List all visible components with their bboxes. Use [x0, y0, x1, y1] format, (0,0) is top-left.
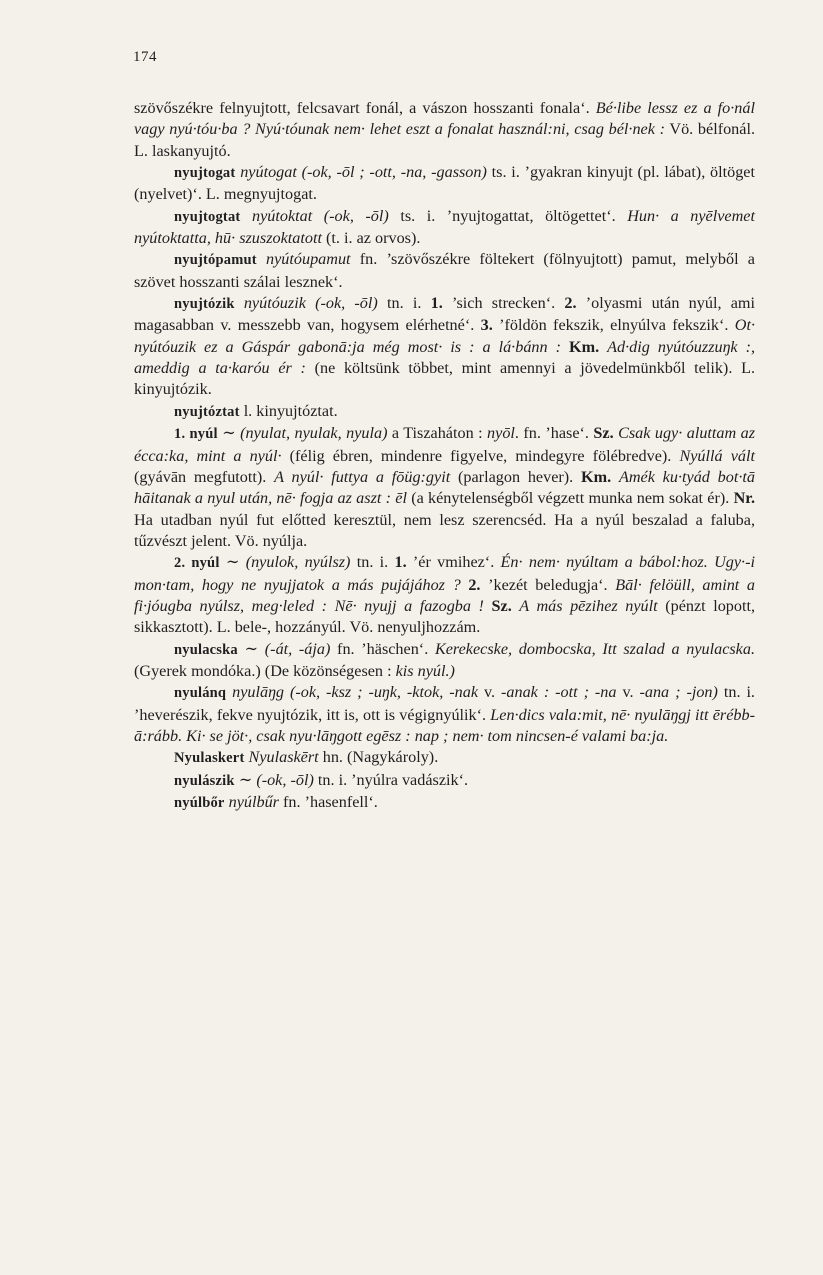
entry-text: ’kezét beledugja‘. [480, 575, 616, 594]
dictionary-entry [134, 747, 755, 769]
entry-text: (a kénytelenségből végzett munka nem sokat ér). [406, 489, 734, 508]
italic-text: nyútoktat (-ok, -ōl) [240, 206, 389, 225]
dictionary-entry [134, 162, 755, 206]
entry-headword: nyujtogat [174, 165, 236, 182]
italic-text: Bé·libe lessz ez a fo·nál vagy nyú·tóu·ba ? Nyú·tóunak nem· lehet eszt a fonalat használ:ni, csag bél·nek : [134, 99, 755, 139]
italic-text: Len·dics vala:mit, nē· nyulāŋgj itt ērébb-ā:rább. Ki· se jöt·, csak nyu·lāŋgott egēsz : nap ; nem· tom nincsen-é valami ba:ja. [134, 705, 755, 745]
bold-marker: Sz. [491, 596, 512, 615]
entry-text: ’földön fekszik, elnyúlva fekszik‘. [492, 316, 735, 335]
entry-headword: nyulacska [174, 641, 238, 658]
italic-text: Ot· nyútóuzik ez a Gáspár gabonā:ja még most· is : a lá·bánn : [134, 316, 755, 356]
entry-text: ∼ [217, 424, 241, 443]
dictionary-entry [134, 293, 755, 401]
bold-marker: 1. [430, 294, 443, 313]
italic-text: kis nyúl.) [395, 661, 455, 680]
entry-text [599, 338, 607, 356]
bold-marker: Km. [569, 337, 600, 356]
italic-text: nyútóuzik (-ok, -ōl) [234, 294, 378, 313]
entry-text: ts. i. ’gyakran kinyujt (pl. lábat), öltöget (nyelvet)‘. L. megnyujtogat. [134, 163, 755, 204]
italic-text: Amék ku·tyád bot·tā hāitanak a nyul után, nē· fogja az aszt : [134, 467, 755, 508]
entry-text: Ha utadban nyúl fut előtted keresztül, nem lesz szerencséd. Ha a nyúl beszalad a faluba, tűzvészt jelent. Vö. nyúlja. [134, 510, 755, 550]
entry-headword: nyúlbőr [174, 795, 225, 811]
entry-text: (ne költsünk többet, mint amennyi a jövedelmünkből telik). L. kinyujtózik. [134, 359, 756, 399]
italic-text: -ana ; -jon) [639, 683, 718, 702]
entry-text: fn. ’hasenfell‘. [278, 793, 378, 811]
entry-text: fn. ’häschen‘. [330, 639, 435, 658]
entry-text: (parlagon hever). [450, 467, 582, 486]
bold-marker: Km. [581, 467, 612, 486]
bold-marker: 1. [394, 553, 407, 572]
entry-text: fn. ’szövőszékre föltekert (fölnyujtott) pamut, melyből a szövet hosszanti szálai lesznek‘. [134, 250, 755, 291]
entry-text: ’sich strecken‘. [442, 294, 565, 313]
dictionary-entry [134, 401, 755, 423]
dictionary-entry [134, 770, 755, 792]
entry-text: (gyávān megfutott). [134, 467, 275, 486]
entry-text [561, 338, 569, 356]
dictionary-entry [134, 249, 755, 293]
bold-marker: 2. [468, 575, 481, 594]
entry-text: ts. i. ’nyujtogattat, öltögettet‘. [388, 206, 628, 225]
bold-marker: Nr. [733, 489, 755, 508]
italic-text: nyútóupamut [256, 250, 351, 269]
italic-text: Nyulaskērt [244, 748, 319, 767]
entry-text: v. [478, 683, 502, 702]
dictionary-entry [134, 792, 755, 814]
italic-text: (nyulok, nyúlsz) [245, 553, 351, 572]
italic-text: nyútogat (-ok, -ōl ; -ott, -na, -gasson) [235, 163, 487, 182]
entry-text: szövőszékre felnyujtott, felcsavart fonál, a vászon hosszanti fonala‘. [134, 99, 596, 117]
bold-marker: Sz. [593, 424, 614, 443]
entry-text: ∼ [219, 553, 246, 572]
italic-text: (-át, -ája) [264, 639, 331, 658]
entry-text: v. [616, 683, 640, 702]
italic-text: A nyúl· futtya a fōüg:gyit [274, 467, 451, 486]
entry-headword: Nyulaskert [174, 750, 245, 767]
entry-text: l. kinyujtóztat. [239, 401, 338, 420]
italic-text: Kerekecske, dombocska, Itt szalad a nyulacska. [434, 639, 756, 658]
page-number: 174 [133, 49, 157, 65]
italic-text: nyulāŋg (-ok, -ksz ; -uŋk, -ktok, -nak [226, 683, 479, 702]
entry-text: hn. (Nagykároly). [318, 748, 439, 767]
entry-continuation [134, 98, 755, 162]
italic-text: A más pēzihez nyúlt [519, 596, 658, 615]
entry-headword: nyujtóztat [174, 403, 240, 420]
entry-text: tn. i. [377, 294, 431, 313]
entry-headword: nyujtózik [174, 296, 235, 313]
italic-text: (nyulat, nyulak, nyula) [240, 424, 388, 443]
dictionary-entry [134, 682, 755, 747]
bold-marker: 3. [480, 316, 493, 335]
entry-text: ∼ [237, 639, 265, 658]
entry-text: tn. i. ’nyúlra vadászik‘. [313, 770, 469, 789]
entry-headword: 1. nyúl [174, 426, 218, 443]
entry-headword: nyujtópamut [174, 252, 257, 269]
entry-text: a Tiszaháton : [387, 424, 488, 443]
entry-text: ’olyasmi után nyúl, ami magasabban v. messzebb van, hogysem elérhetné‘. [134, 294, 755, 335]
entry-headword: nyujtogtat [174, 208, 241, 225]
entry-text: tn. i. ’heverészik, fekve nyujtózik, itt is, ott is végignyúlik‘. [134, 683, 755, 724]
italic-text: nyōl [487, 424, 515, 443]
dictionary-entry [134, 206, 755, 250]
italic-text: nyúlbűr [224, 793, 279, 811]
entry-headword: nyulászik [174, 772, 235, 789]
entry-headword: 2. nyúl [174, 555, 220, 572]
italic-text: Csak ugy· aluttam az écca:ka, mint a nyúl· [134, 424, 756, 465]
italic-text: -anak : -ott ; -na [501, 683, 617, 702]
dictionary-entry [134, 423, 755, 552]
entry-text: ∼ [234, 770, 257, 789]
italic-text: Bāl· felöüll, amint a fi·jóugba nyúlsz, meg·leled : Nē· nyujj a fazogba ! [134, 575, 755, 615]
italic-text: Nyúllá vált [679, 446, 755, 465]
entry-text: Vö. bélfonál. L. laskanyujtó. [134, 120, 755, 160]
italic-text: Én· nem· nyúltam a bábol:hoz. Ugy·-i mon·tam, hogy ne nyujjatok a más pujájához ? [134, 553, 755, 594]
bold-marker: 2. [564, 294, 577, 313]
italic-text: ēl [395, 489, 407, 508]
entry-text: (félig ébren, mindenre figyelve, mindegyre fölébredve). [281, 446, 680, 465]
entry-text [484, 597, 492, 615]
dictionary-entry [134, 639, 755, 683]
entry-text: ’ér vmihez‘. [406, 553, 501, 572]
entry-text: . fn. ’hase‘. [514, 424, 594, 443]
entry-text [611, 468, 619, 486]
dictionary-entry [134, 552, 755, 638]
italic-text: Ad·dig nyútóuzzuŋk :, ameddig a ta·karóu ér : [134, 337, 756, 378]
dictionary-text-column [134, 98, 755, 814]
entry-text: (pénzt lopott, sikkasztott). L. bele-, hozzányúl. Vö. nenyuljhozzám. [134, 596, 756, 637]
entry-text: (t. i. az orvos). [321, 229, 421, 248]
entry-headword: nyulánq [174, 685, 227, 702]
entry-text: tn. i. [350, 553, 395, 572]
entry-text: (Gyerek mondóka.) (De közönségesen : [134, 661, 396, 680]
italic-text: Hun· a nyēlvemet nyútoktatta, hū· szuszoktatott [134, 206, 755, 248]
italic-text: (-ok, -ōl) [256, 770, 314, 789]
